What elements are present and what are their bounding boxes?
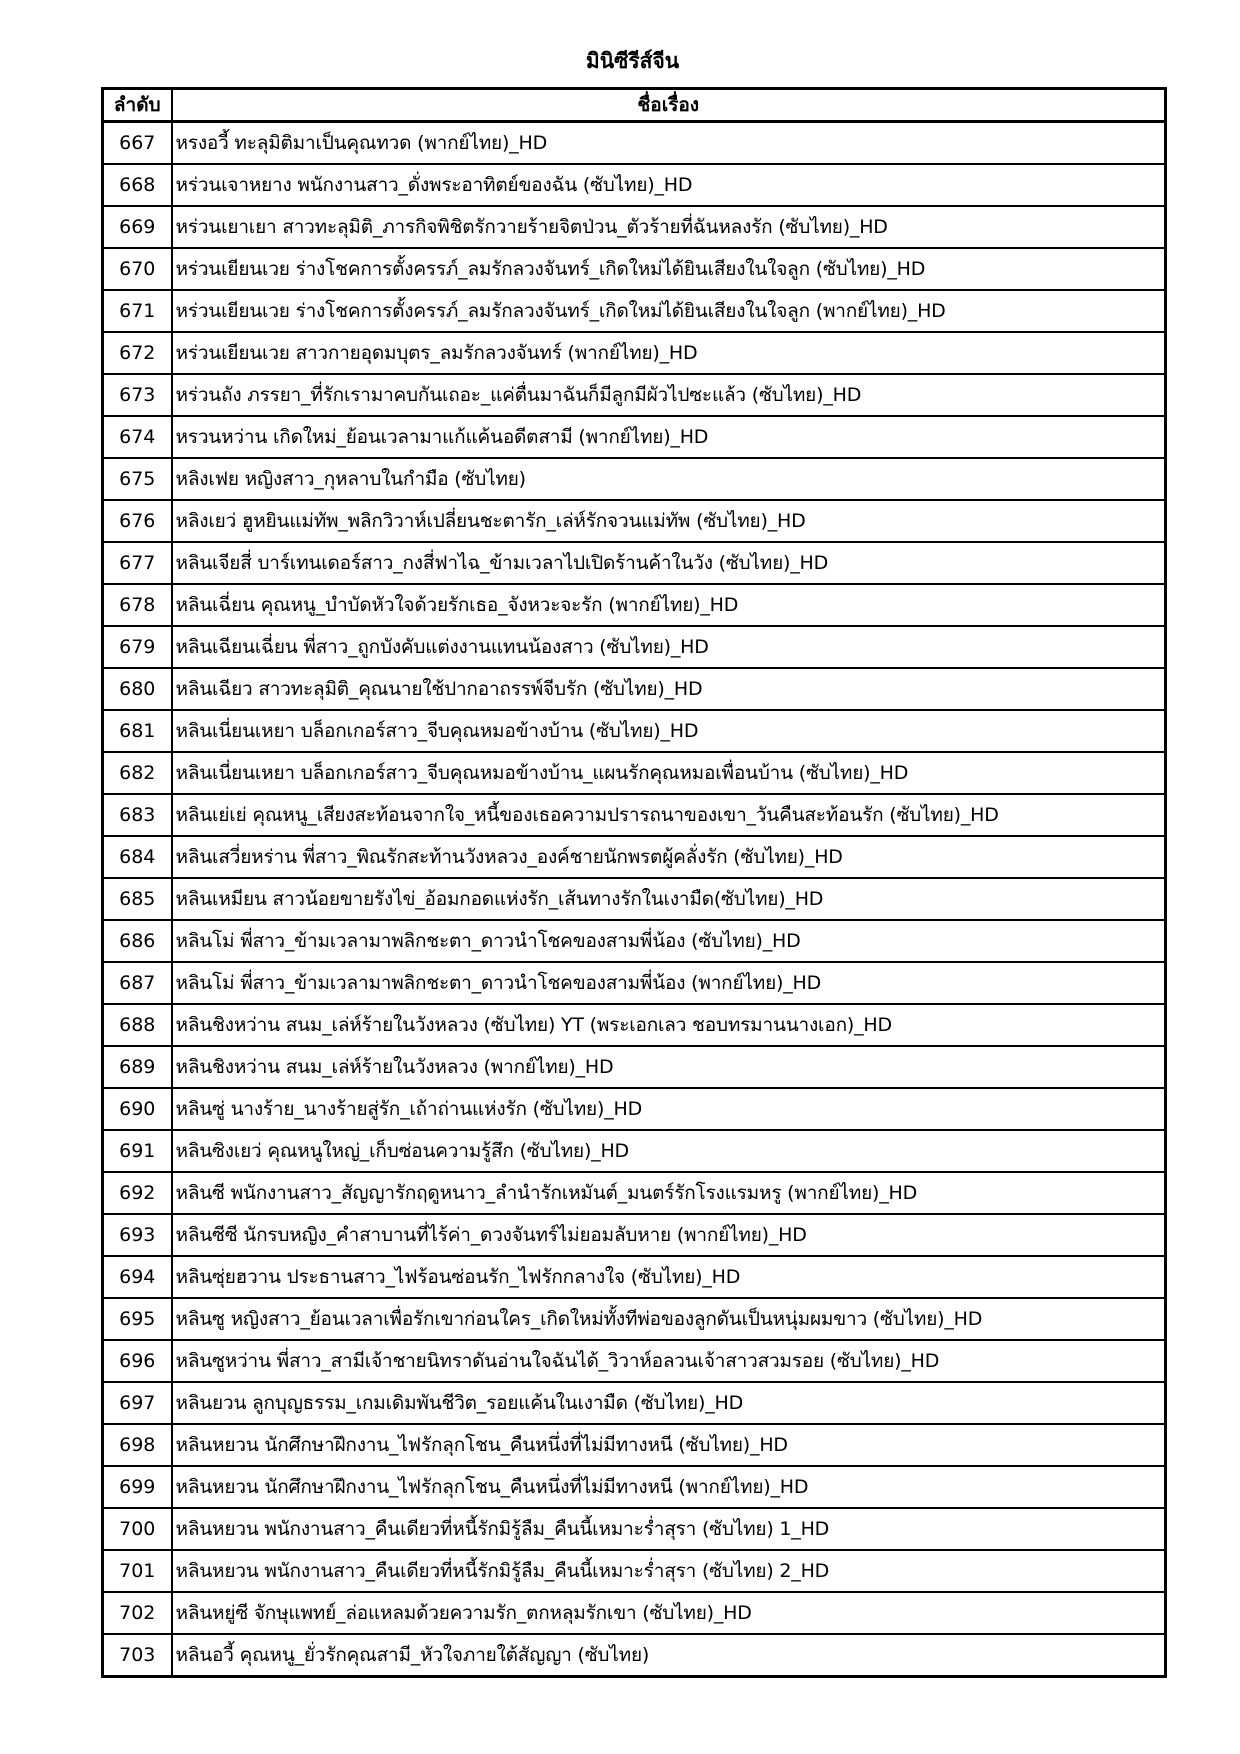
table-row	[103, 1382, 1166, 1424]
row-number: 702	[103, 1592, 172, 1634]
table-row	[103, 1424, 1166, 1466]
table-row	[103, 1046, 1166, 1088]
row-title: หร่วนถัง ภรรยา_ที่รักเรามาคบกันเถอะ_แค่ตื่นมาฉันก็มีลูกมีผัวไปซะแล้ว (ซับไทย)_HD	[172, 374, 1166, 416]
row-title: หลิงเฟย หญิงสาว_กุหลาบในกำมือ (ซับไทย)	[172, 458, 1166, 500]
table-row	[103, 1130, 1166, 1172]
row-number: 698	[103, 1424, 172, 1466]
row-title: หลินเสวี่ยหร่าน พี่สาว_พิณรักสะท้านวังหลวง_องค์ชายนักพรตผู้คลั่งรัก (ซับไทย)_HD	[172, 836, 1166, 878]
row-title: หลินซี พนักงานสาว_สัญญารักฤดูหนาว_ลำนำรักเหมันต์_มนตร์รักโรงแรมหรู (พากย์ไทย)_HD	[172, 1172, 1166, 1214]
table-row	[103, 500, 1166, 542]
table-row	[103, 332, 1166, 374]
row-number: 680	[103, 668, 172, 710]
row-number: 676	[103, 500, 172, 542]
row-title: หลินเฉียนเฉี่ยน พี่สาว_ถูกบังคับแต่งงานแทนน้องสาว (ซับไทย)_HD	[172, 626, 1166, 668]
row-number: 697	[103, 1382, 172, 1424]
row-number: 667	[103, 122, 172, 165]
table-row	[103, 290, 1166, 332]
row-number: 686	[103, 920, 172, 962]
row-number: 700	[103, 1508, 172, 1550]
row-title: หรงอวี้ ทะลุมิติมาเป็นคุณทวด (พากย์ไทย)_HD	[172, 122, 1166, 165]
table-row	[103, 542, 1166, 584]
table-body	[103, 122, 1166, 1677]
drama-list-table	[101, 87, 1167, 1678]
table-row	[103, 752, 1166, 794]
row-title: หลินหยวน พนักงานสาว_คืนเดียวที่หนี้รักมิรู้ลืม_คืนนี้เหมาะร่ำสุรา (ซับไทย) 2_HD	[172, 1550, 1166, 1592]
row-number: 675	[103, 458, 172, 500]
row-title: หลินยวน ลูกบุญธรรม_เกมเดิมพันชีวิต_รอยแค้นในเงามืด (ซับไทย)_HD	[172, 1382, 1166, 1424]
row-number: 690	[103, 1088, 172, 1130]
row-title: หลิงเยว่ ฮูหยินแม่ทัพ_พลิกวิวาห์เปลี่ยนชะตารัก_เล่ห์รักจวนแม่ทัพ (ซับไทย)_HD	[172, 500, 1166, 542]
row-number: 695	[103, 1298, 172, 1340]
row-title: หลินเจียสี่ บาร์เทนเดอร์สาว_กงสี่ฟาไฉ_ข้ามเวลาไปเปิดร้านค้าในวัง (ซับไทย)_HD	[172, 542, 1166, 584]
row-title: หลินซู หญิงสาว_ย้อนเวลาเพื่อรักเขาก่อนใคร_เกิดใหม่ทั้งทีพ่อของลูกดันเป็นหนุ่มผมขาว (ซับไทย)_HD	[172, 1298, 1166, 1340]
row-number: 694	[103, 1256, 172, 1298]
row-title: หลินโม่ พี่สาว_ข้ามเวลามาพลิกชะตา_ดาวนำโชคของสามพี่น้อง (พากย์ไทย)_HD	[172, 962, 1166, 1004]
row-number: 682	[103, 752, 172, 794]
row-number: 701	[103, 1550, 172, 1592]
table-row	[103, 206, 1166, 248]
row-title: หลินซู่ นางร้าย_นางร้ายสู่รัก_เถ้าถ่านแห่งรัก (ซับไทย)_HD	[172, 1088, 1166, 1130]
row-number: 692	[103, 1172, 172, 1214]
row-title: หลินเนี่ยนเหยา บล็อกเกอร์สาว_จีบคุณหมอข้างบ้าน_แผนรักคุณหมอเพื่อนบ้าน (ซับไทย)_HD	[172, 752, 1166, 794]
row-title: หลินอวี้ คุณหนู_ยั่วรักคุณสามี_หัวใจภายใต้สัญญา (ซับไทย)	[172, 1634, 1166, 1677]
page-title: มินิซีรีส์จีน	[585, 49, 680, 73]
table-row	[103, 668, 1166, 710]
row-number: 678	[103, 584, 172, 626]
row-title: หร่วนเยาเยา สาวทะลุมิติ_ภารกิจพิชิตรักวายร้ายจิตป่วน_ตัวร้ายที่ฉันหลงรัก (ซับไทย)_HD	[172, 206, 1166, 248]
table-row	[103, 1256, 1166, 1298]
row-title: หลินซูหว่าน พี่สาว_สามีเจ้าชายนิทราดันอ่านใจฉันได้_วิวาห์อลวนเจ้าสาวสวมรอย (ซับไทย)_HD	[172, 1340, 1166, 1382]
table-row	[103, 164, 1166, 206]
row-title: หลินเฉียว สาวทะลุมิติ_คุณนายใช้ปากอาถรรพ์จีบรัก (ซับไทย)_HD	[172, 668, 1166, 710]
table-row	[103, 416, 1166, 458]
row-title: หร่วนเยียนเวย สาวกายอุดมบุตร_ลมรักลวงจันทร์ (พากย์ไทย)_HD	[172, 332, 1166, 374]
row-title: หลินเนี่ยนเหยา บล็อกเกอร์สาว_จีบคุณหมอข้างบ้าน (ซับไทย)_HD	[172, 710, 1166, 752]
row-title: หร่วนเยียนเวย ร่างโชคการตั้งครรภ์_ลมรักลวงจันทร์_เกิดใหม่ได้ยินเสียงในใจลูก (พากย์ไทย)_HD	[172, 290, 1166, 332]
row-number: 670	[103, 248, 172, 290]
table-row	[103, 836, 1166, 878]
table-row	[103, 458, 1166, 500]
column-header-title: ชื่อเรื่อง	[172, 89, 1166, 122]
row-title: หร่วนเจาหยาง พนักงานสาว_ดั่งพระอาทิตย์ของฉัน (ซับไทย)_HD	[172, 164, 1166, 206]
row-number: 668	[103, 164, 172, 206]
row-number: 687	[103, 962, 172, 1004]
row-title: หรวนหว่าน เกิดใหม่_ย้อนเวลามาแก้แค้นอดีตสามี (พากย์ไทย)_HD	[172, 416, 1166, 458]
row-number: 699	[103, 1466, 172, 1508]
table-row	[103, 1340, 1166, 1382]
row-number: 671	[103, 290, 172, 332]
row-number: 672	[103, 332, 172, 374]
row-number: 679	[103, 626, 172, 668]
row-title: หลินหยวน นักศึกษาฝึกงาน_ไฟรักลุกโชน_คืนหนึ่งที่ไม่มีทางหนี (พากย์ไทย)_HD	[172, 1466, 1166, 1508]
table-row	[103, 122, 1166, 165]
table-row	[103, 1550, 1166, 1592]
table-row	[103, 962, 1166, 1004]
row-number: 691	[103, 1130, 172, 1172]
row-title: หลินหยวน นักศึกษาฝึกงาน_ไฟรักลุกโชน_คืนหนึ่งที่ไม่มีทางหนี (ซับไทย)_HD	[172, 1424, 1166, 1466]
row-title: หลินซุ่ยฮวาน ประธานสาว_ไฟร้อนซ่อนรัก_ไฟรักกลางใจ (ซับไทย)_HD	[172, 1256, 1166, 1298]
table-row	[103, 710, 1166, 752]
row-title: หลินหยวน พนักงานสาว_คืนเดียวที่หนี้รักมิรู้ลืม_คืนนี้เหมาะร่ำสุรา (ซับไทย) 1_HD	[172, 1508, 1166, 1550]
row-title: หลินชิงหว่าน สนม_เล่ห์ร้ายในวังหลวง (พากย์ไทย)_HD	[172, 1046, 1166, 1088]
table-row	[103, 626, 1166, 668]
table-row	[103, 1004, 1166, 1046]
table-header-row	[103, 89, 1166, 122]
row-title: หลินหยู่ซี จักษุแพทย์_ล่อแหลมด้วยความรัก_ตกหลุมรักเขา (ซับไทย)_HD	[172, 1592, 1166, 1634]
row-title: หลินเหมียน สาวน้อยขายรังไข่_อ้อมกอดแห่งรัก_เส้นทางรักในเงามืด(ซับไทย)_HD	[172, 878, 1166, 920]
row-number: 683	[103, 794, 172, 836]
row-number: 703	[103, 1634, 172, 1677]
row-number: 684	[103, 836, 172, 878]
row-number: 673	[103, 374, 172, 416]
row-title: หลินเฉี่ยน คุณหนู_บำบัดหัวใจด้วยรักเธอ_จังหวะจะรัก (พากย์ไทย)_HD	[172, 584, 1166, 626]
row-title: หลินซิงเยว่ คุณหนูใหญ่_เก็บซ่อนความรู้สึก (ซับไทย)_HD	[172, 1130, 1166, 1172]
table-row	[103, 248, 1166, 290]
table-row	[103, 1592, 1166, 1634]
row-number: 688	[103, 1004, 172, 1046]
table-row	[103, 1466, 1166, 1508]
row-number: 669	[103, 206, 172, 248]
row-number: 693	[103, 1214, 172, 1256]
row-title: หลินเย่เย่ คุณหนู_เสียงสะท้อนจากใจ_หนี้ของเธอความปรารถนาของเขา_วันคืนสะท้อนรัก (ซับไทย)_HD	[172, 794, 1166, 836]
table-row	[103, 584, 1166, 626]
row-title: หลินชิงหว่าน สนม_เล่ห์ร้ายในวังหลวง (ซับไทย) YT (พระเอกเลว ชอบทรมานนางเอก)_HD	[172, 1004, 1166, 1046]
table-row	[103, 794, 1166, 836]
table-row	[103, 878, 1166, 920]
column-header-number: ลำดับ	[103, 89, 172, 122]
row-title: หลินโม่ พี่สาว_ข้ามเวลามาพลิกชะตา_ดาวนำโชคของสามพี่น้อง (ซับไทย)_HD	[172, 920, 1166, 962]
table-row	[103, 1634, 1166, 1677]
table-row	[103, 1214, 1166, 1256]
row-number: 681	[103, 710, 172, 752]
row-number: 677	[103, 542, 172, 584]
table-row	[103, 1172, 1166, 1214]
table-row	[103, 374, 1166, 416]
row-number: 685	[103, 878, 172, 920]
row-title: หร่วนเยียนเวย ร่างโชคการตั้งครรภ์_ลมรักลวงจันทร์_เกิดใหม่ได้ยินเสียงในใจลูก (ซับไทย)_HD	[172, 248, 1166, 290]
row-number: 696	[103, 1340, 172, 1382]
row-number: 689	[103, 1046, 172, 1088]
row-number: 674	[103, 416, 172, 458]
table-row	[103, 1088, 1166, 1130]
row-title: หลินซีซี นักรบหญิง_คำสาบานที่ไร้ค่า_ดวงจันทร์ไม่ยอมลับหาย (พากย์ไทย)_HD	[172, 1214, 1166, 1256]
table-row	[103, 920, 1166, 962]
table-row	[103, 1298, 1166, 1340]
table-row	[103, 1508, 1166, 1550]
